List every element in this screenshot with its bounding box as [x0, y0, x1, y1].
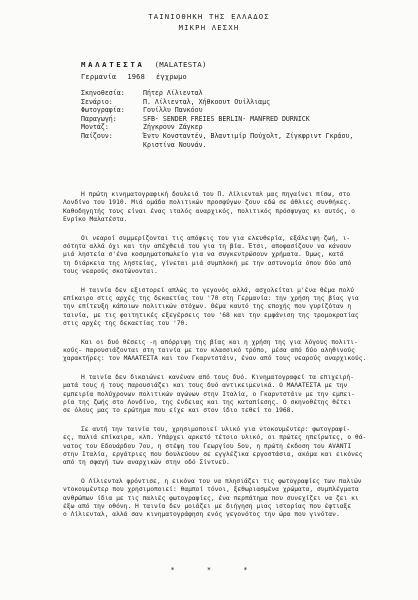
- credit-label: Φωτογραφία:: [81, 106, 125, 115]
- film-title: ΜΑΛΑΤΕΣΤΑ: [81, 60, 145, 69]
- review-body: [63, 191, 381, 530]
- paragraph: Η πρώτη κινηματογραφική δουλειά του Π. Λίλιενταλ μας πηγαίνει πίσω, στο Λονδίνο του 1910. Μιά ομάδα πολιτικών προσφύγων ζουν εδώ σε άθλιες συνθήκες. Καθοδηγητής τους είναι ένας ιταλός αναρχικός, πολιτικός πρόσφυγας κι αυτός, ο Ενρίκο Μαλατέστα.: [63, 191, 355, 223]
- credit-value: Ζήγκρουν Ζάγκερ: [143, 123, 203, 132]
- footer-stars: * * *: [170, 566, 248, 574]
- film-meta-row: [81, 73, 198, 81]
- paragraph: Η ταινία δεν εξιστορεί απλώς το γεγονός αλλά, ασχολείται μ'ένα θέμα πολύ επίκαιρο στις αρχές της δεκαετίας του '70 στη Γερμανία: την χρήση της βίας για την επίτευξη κάποιων πολιτικών στόχων. Θέμα καυτό της εποχής που γυρίζόταν η ταινία, με τις φοιτητικές εξεγέρσεις του '68 και την εμφάνιση της τρομοκρατίας στις αρχές της δεκαετίας του '70.: [63, 286, 359, 327]
- credit-row: [81, 106, 353, 115]
- paragraph: Οι νεαροί συμμερίζονται τις απόψεις του για ελευθερία, εξάλειψη ζωή, ι- σότητα αλλά όχι και την απέχθειά του για τη βία. Έτσι, αποφασίζουν να κάνουν μιά ληστεία σ'ένα κοσμηματοπωλείο για να συγκεντρώσουν χρήματα. Όμως, κατά τη διάρκεια της ληστείας, γίνεται μιά συμπλοκή με την αστυνομία όπου δύο από τους νεαρούς σκοτώνονται.: [63, 234, 352, 275]
- credit-row: [81, 141, 353, 150]
- club-name: ΜΙΚΡΗ ΛΕΣΧΗ: [178, 23, 240, 32]
- credit-label: Σενάριο:: [81, 97, 113, 106]
- paragraph: Και οι δυό θέσεις -η απόρριψη της βίας και η χρήση της για λόγους πολιτι- κούς- παρουσιάζονται στη ταινία με τον κλασσικό τρόπο, μέσα από δύο αληθινούς χαρακτήρες: τον ΜΑΛΑΤΕΣΤΑ και τον Γκαρντστάιν, έναν από τους νεαρούς αναρχικούς.: [63, 338, 367, 363]
- credits-list: [81, 89, 353, 149]
- credit-row: [81, 123, 353, 132]
- credit-row: [81, 89, 353, 98]
- film-original-title: (MALATESTA): [154, 60, 207, 69]
- credit-label: Μοντάζ:: [81, 123, 109, 132]
- credit-label: Παίζουν:: [81, 131, 113, 140]
- credit-label: [81, 141, 143, 150]
- credit-label: Παραγωγή:: [81, 114, 117, 123]
- credit-row: [81, 132, 353, 141]
- film-color: έγχρωμο: [156, 73, 187, 81]
- paragraph: Σε αυτή την ταινία του, χρησιμοποιεί υλικό για ντοκουμέντερ: φωτογραφί- ες, παλιά επίκαιρα, κλπ. Υπάρχει αρκετό τέτοιο υλικό, οι πρώτες ηπείρωτες, ο θά- νατος του Εδουάρδου 7ου, η στέψη του Γεωργίου 5ου, η πρώτη έκδοση του AVANTI στην Ιταλία, εργάτριες που δουλεύουν σε εγγλέζικα εργοστάσια, ακόμα και εικόνες από τη σφαγή των αναρχικών στην οδό Σίντνεϋ.: [63, 426, 367, 467]
- credit-label: Σκηνοθεσία:: [81, 89, 125, 97]
- film-title-row: [81, 60, 207, 69]
- paragraph: Ο Λίλιενταλ φρόντισε, η εικόνα του να πλησιάζει τις φωτογραφίες των παλιών ντοκουμέντερ που χρησιμοποιεί: θαμποί τόνοι, ξεθωριασμένα χρώματα, συμπλέγματα ανθρώπων ίδια με τις παλιές φωτογραφίες, ένα περπάτημα που συνεχίζει να ζει κι έξω από την οθόνη. Η ταινία δεν μοιάζει με διήγηση μιας ιστορίας που έφτιαξε ο Λίλιενταλ, αλλά σαν κινηματογράφηση ενός γεγονότος την ώρα που γινόταν.: [63, 478, 362, 519]
- credit-value: SFB- SENDER FREIES BERLIN- MANFRED DURNICK: [143, 114, 310, 123]
- credit-value: Γουίλλυ Πανκόου: [143, 106, 203, 115]
- archive-name: ΤΑΙΝΙΟΘΗΚΗ ΤΗΣ ΕΛΛΑΔΟΣ: [148, 12, 270, 21]
- credit-value: Πήτερ Λίλιενταλ: [143, 89, 203, 97]
- credit-value: Έντυ Κονσταντέν, Βλαντιμίρ Πούχολτ, Ζίγκφριντ Γκράου,: [143, 131, 354, 140]
- film-year: 1968: [127, 73, 145, 81]
- credit-value: Κριστίνα Νουνάν.: [143, 140, 207, 149]
- credit-value: Π. Λίλιενταλ, Χήθκοουτ Ουίλλιαμς: [143, 97, 271, 106]
- credit-row: [81, 98, 353, 107]
- film-country: Γερμανία: [81, 73, 117, 81]
- credit-row: [81, 115, 353, 124]
- paragraph: Η ταινία δεν δικαιώνει κανέναν από τους δυό. Κινηματογραφεί τα επιχειρή- ματά τους ή τους παρουσιάζει και τους δυό αντικειμενικά. Ο ΜΑΛΑΤΕΣΤΑ με την εμπειρία πολύχρονων πολιτικών αγώνων στην Ιταλία, ο Γκαρντστάιν με την εμπει- ρία της ζωής στο Λονδίνο, της ένδειας και της καταπίεσης. Ο σκηνοθέτης θέτει σε όλους μας το ερώτημα που είχε και στον ίδιο τεθεί το 1968.: [63, 374, 355, 415]
